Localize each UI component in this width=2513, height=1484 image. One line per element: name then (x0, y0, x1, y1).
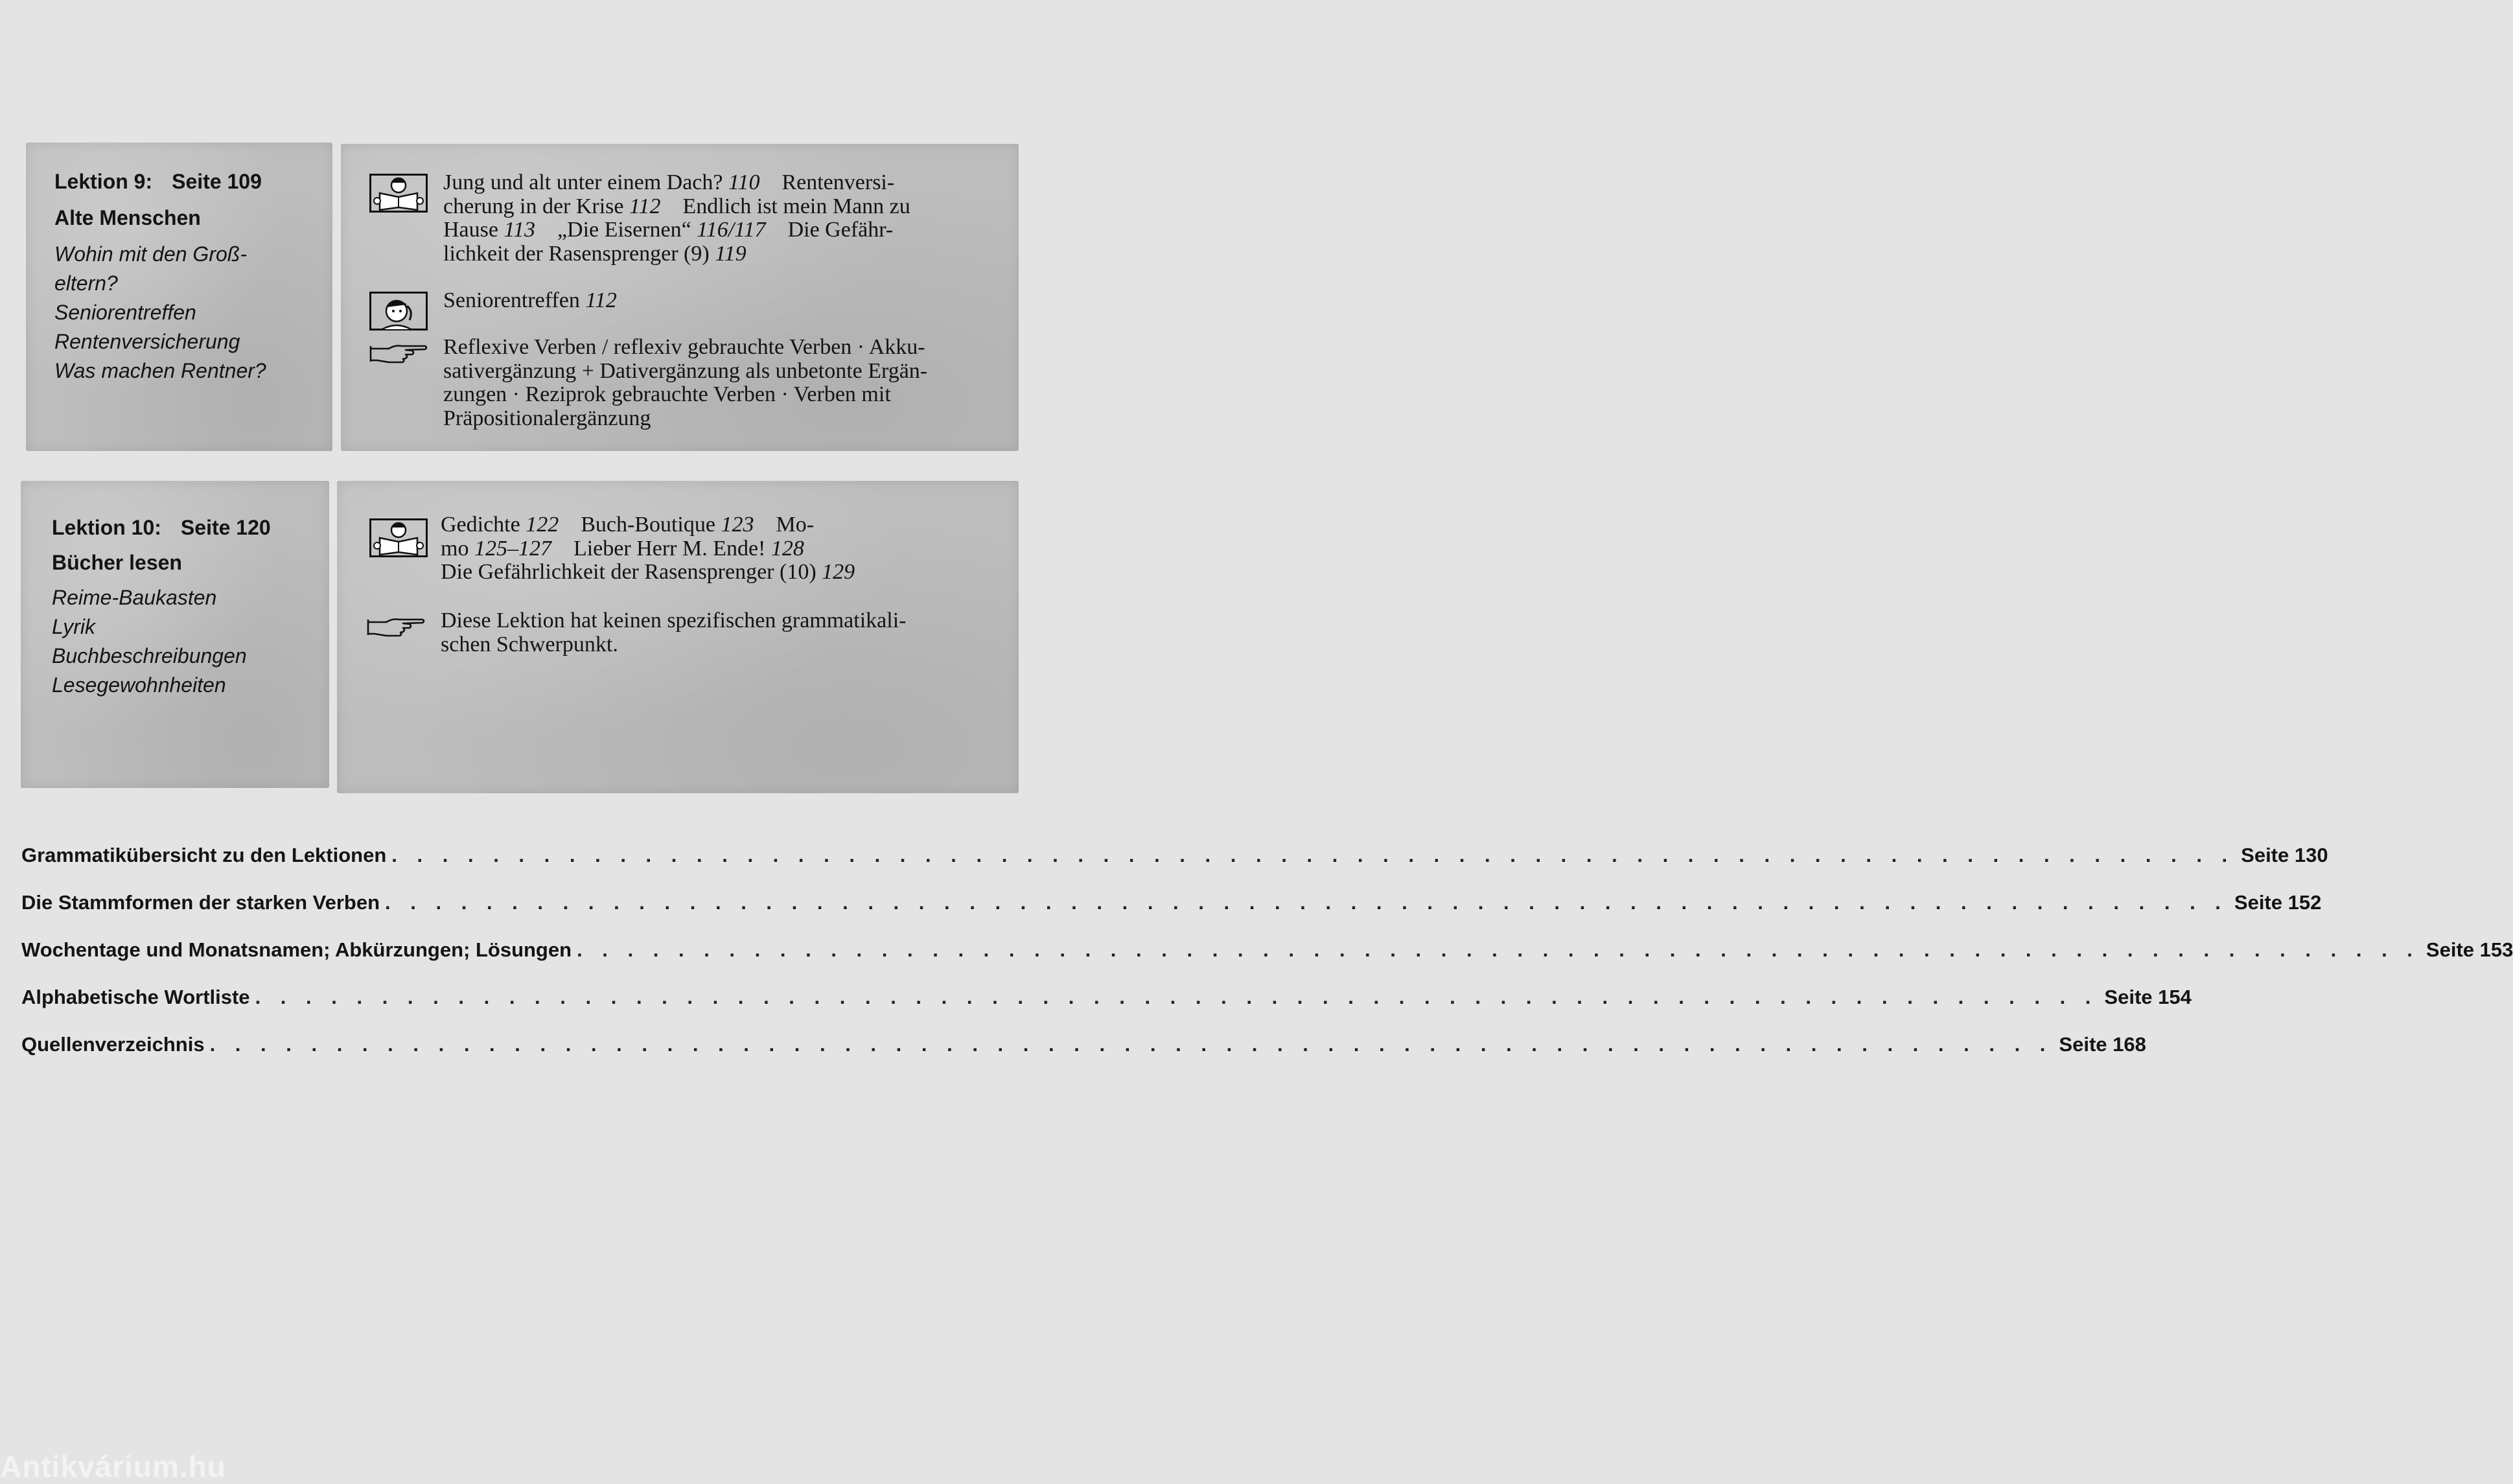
entry-text: Präpositionalergänzung (443, 406, 651, 430)
toc-page: Seite 153 (2426, 938, 2513, 961)
entry-text: zungen · Reziprok gebrauchte Verben · Verben mit (443, 382, 891, 406)
entry-text: Mo- (776, 513, 815, 537)
listening-person-icon (369, 292, 428, 330)
toc-title: Alphabetische Wortliste (21, 986, 250, 1008)
subtopic: Lyrik (52, 615, 95, 638)
entry-line (443, 289, 1001, 313)
lesson-number: Lektion 9: (54, 170, 153, 193)
entry-line (441, 633, 998, 657)
toc-title: Quellenverzeichnis (21, 1033, 205, 1056)
entry-text: cherung in der Krise (443, 194, 624, 218)
subtopic: Reime-Baukasten (52, 586, 217, 609)
entry-line (441, 537, 998, 561)
entry-text: Diese Lektion hat keinen spezifischen grammatikali- (441, 609, 907, 632)
subtopic: Seniorentreffen (54, 301, 196, 324)
entry-line (441, 513, 998, 537)
lesson-10-content-box (337, 481, 1019, 793)
lesson-title: Alte Menschen (54, 206, 201, 229)
lesson-page: Seite 109 (172, 170, 262, 193)
toc-leader: . . . . . . . . . . . . . . . . . . . . . . . . . . . . . . . . . . . . . . . . . . . . . . . . . . . . . . . . . . . . . . . . . . . . . . . . . (391, 844, 2235, 866)
toc-row-word-list (21, 986, 2192, 1014)
reading-texts (441, 513, 998, 585)
toc-row-grammar-overview (21, 844, 2328, 872)
entry-text: Jung und alt unter einem Dach? (443, 170, 723, 194)
toc-page: Seite 154 (2104, 986, 2192, 1008)
entry-text: Hause (443, 218, 498, 242)
entry-text: Lieber Herr M. Ende! (573, 536, 766, 561)
entry-line (443, 360, 1001, 384)
pointing-hand-icon (369, 342, 429, 364)
lesson-heading (54, 170, 262, 194)
page-reference: 122 (526, 513, 559, 537)
entry-line (441, 561, 998, 585)
toc-title: Die Stammformen der starken Verben (21, 891, 380, 914)
toc-leader: . . . . . . . . . . . . . . . . . . . . . . . . . . . . . . . . . . . . . . . . . . . . . . . . . . . . . . . . . . . . . . . . . . . . . . . . . (577, 938, 2420, 961)
entry-text: „Die Eisernen“ (557, 218, 691, 242)
toc-row-sources (21, 1033, 2146, 1061)
page-reference: 110 (728, 170, 760, 194)
page-reference: 119 (715, 241, 747, 266)
entry-line (443, 171, 1001, 195)
toc-page: Seite 152 (2234, 891, 2322, 914)
entry-line (443, 242, 1001, 266)
lesson-number: Lektion 10: (52, 516, 161, 539)
entry-text: Seniorentreffen (443, 288, 580, 312)
entry-text: Reflexive Verben / reflexiv gebrauchte Verben · Akku- (443, 335, 925, 359)
toc-leader: . . . . . . . . . . . . . . . . . . . . . . . . . . . . . . . . . . . . . . . . . . . . . . . . . . . . . . . . . . . . . . . . . . . . . . . . . (255, 986, 2098, 1008)
entry-text: Gedichte (441, 513, 520, 537)
lesson-9-content-box (341, 144, 1019, 451)
listening-texts (443, 289, 1001, 313)
toc-leader: . . . . . . . . . . . . . . . . . . . . . . . . . . . . . . . . . . . . . . . . . . . . . . . . . . . . . . . . . . . . . . . . . . . . . . . . . (385, 891, 2228, 914)
entry-line (443, 195, 1001, 219)
reading-person-icon (369, 174, 428, 213)
page-reference: 113 (504, 218, 535, 242)
lesson-title: Bücher lesen (52, 551, 182, 574)
page-reference: 116/117 (697, 218, 766, 242)
entry-text: Endlich ist mein Mann zu (682, 194, 910, 218)
entry-line (443, 218, 1001, 242)
entry-line (441, 609, 998, 633)
entry-line (443, 383, 1001, 407)
entry-text: Die Gefähr- (787, 218, 894, 242)
lesson-subtopics (54, 240, 266, 386)
toc-title: Wochentage und Monatsnamen; Abkürzungen; Lösungen (21, 938, 572, 961)
entry-text: lichkeit der Rasensprenger (9) (443, 241, 710, 266)
lesson-9-summary-box (26, 143, 332, 451)
page-reference: 112 (629, 194, 661, 218)
pointing-hand-icon (367, 616, 426, 638)
page-reference: 128 (770, 536, 804, 561)
toc-leader: . . . . . . . . . . . . . . . . . . . . . . . . . . . . . . . . . . . . . . . . . . . . . . . . . . . . . . . . . . . . . . . . . . . . . . . . . (209, 1033, 2053, 1056)
entry-line (443, 407, 1001, 431)
subtopic: eltern? (54, 272, 118, 295)
entry-text: sativergänzung + Dativergänzung als unbetonte Ergän- (443, 358, 928, 383)
page-reference: 123 (721, 513, 754, 537)
entry-line (443, 336, 1001, 360)
toc-page: Seite 168 (2059, 1033, 2146, 1056)
lesson-10-summary-box (21, 481, 329, 788)
lesson-subtopics (52, 583, 247, 700)
entry-text: Rentenversi- (782, 170, 895, 194)
entry-text: schen Schwerpunkt. (441, 632, 618, 656)
entry-text: mo (441, 536, 469, 561)
entry-text: Die Gefährlichkeit der Rasensprenger (10) (441, 560, 816, 584)
lesson-heading (52, 516, 271, 540)
subtopic: Rentenversicherung (54, 330, 240, 353)
toc-row-weekdays-months (21, 938, 2513, 967)
lesson-page: Seite 120 (180, 516, 271, 539)
watermark: Antikvárium.hu (0, 1450, 226, 1483)
reading-texts (443, 171, 1001, 266)
page-reference: 129 (822, 560, 855, 584)
page-reference: 125–127 (474, 536, 551, 561)
subtopic: Wohin mit den Groß- (54, 242, 247, 266)
toc-page: Seite 130 (2241, 844, 2328, 866)
entry-text: Buch-Boutique (581, 513, 715, 537)
toc-title: Grammatikübersicht zu den Lektionen (21, 844, 387, 866)
page-reference: 112 (585, 288, 617, 312)
subtopic: Lesegewohnheiten (52, 673, 226, 697)
grammar-topics (441, 609, 998, 656)
grammar-topics (443, 336, 1001, 430)
toc-row-strong-verbs (21, 891, 2322, 920)
subtopic: Was machen Rentner? (54, 359, 266, 382)
reading-person-icon (369, 518, 428, 557)
subtopic: Buchbeschreibungen (52, 644, 247, 667)
